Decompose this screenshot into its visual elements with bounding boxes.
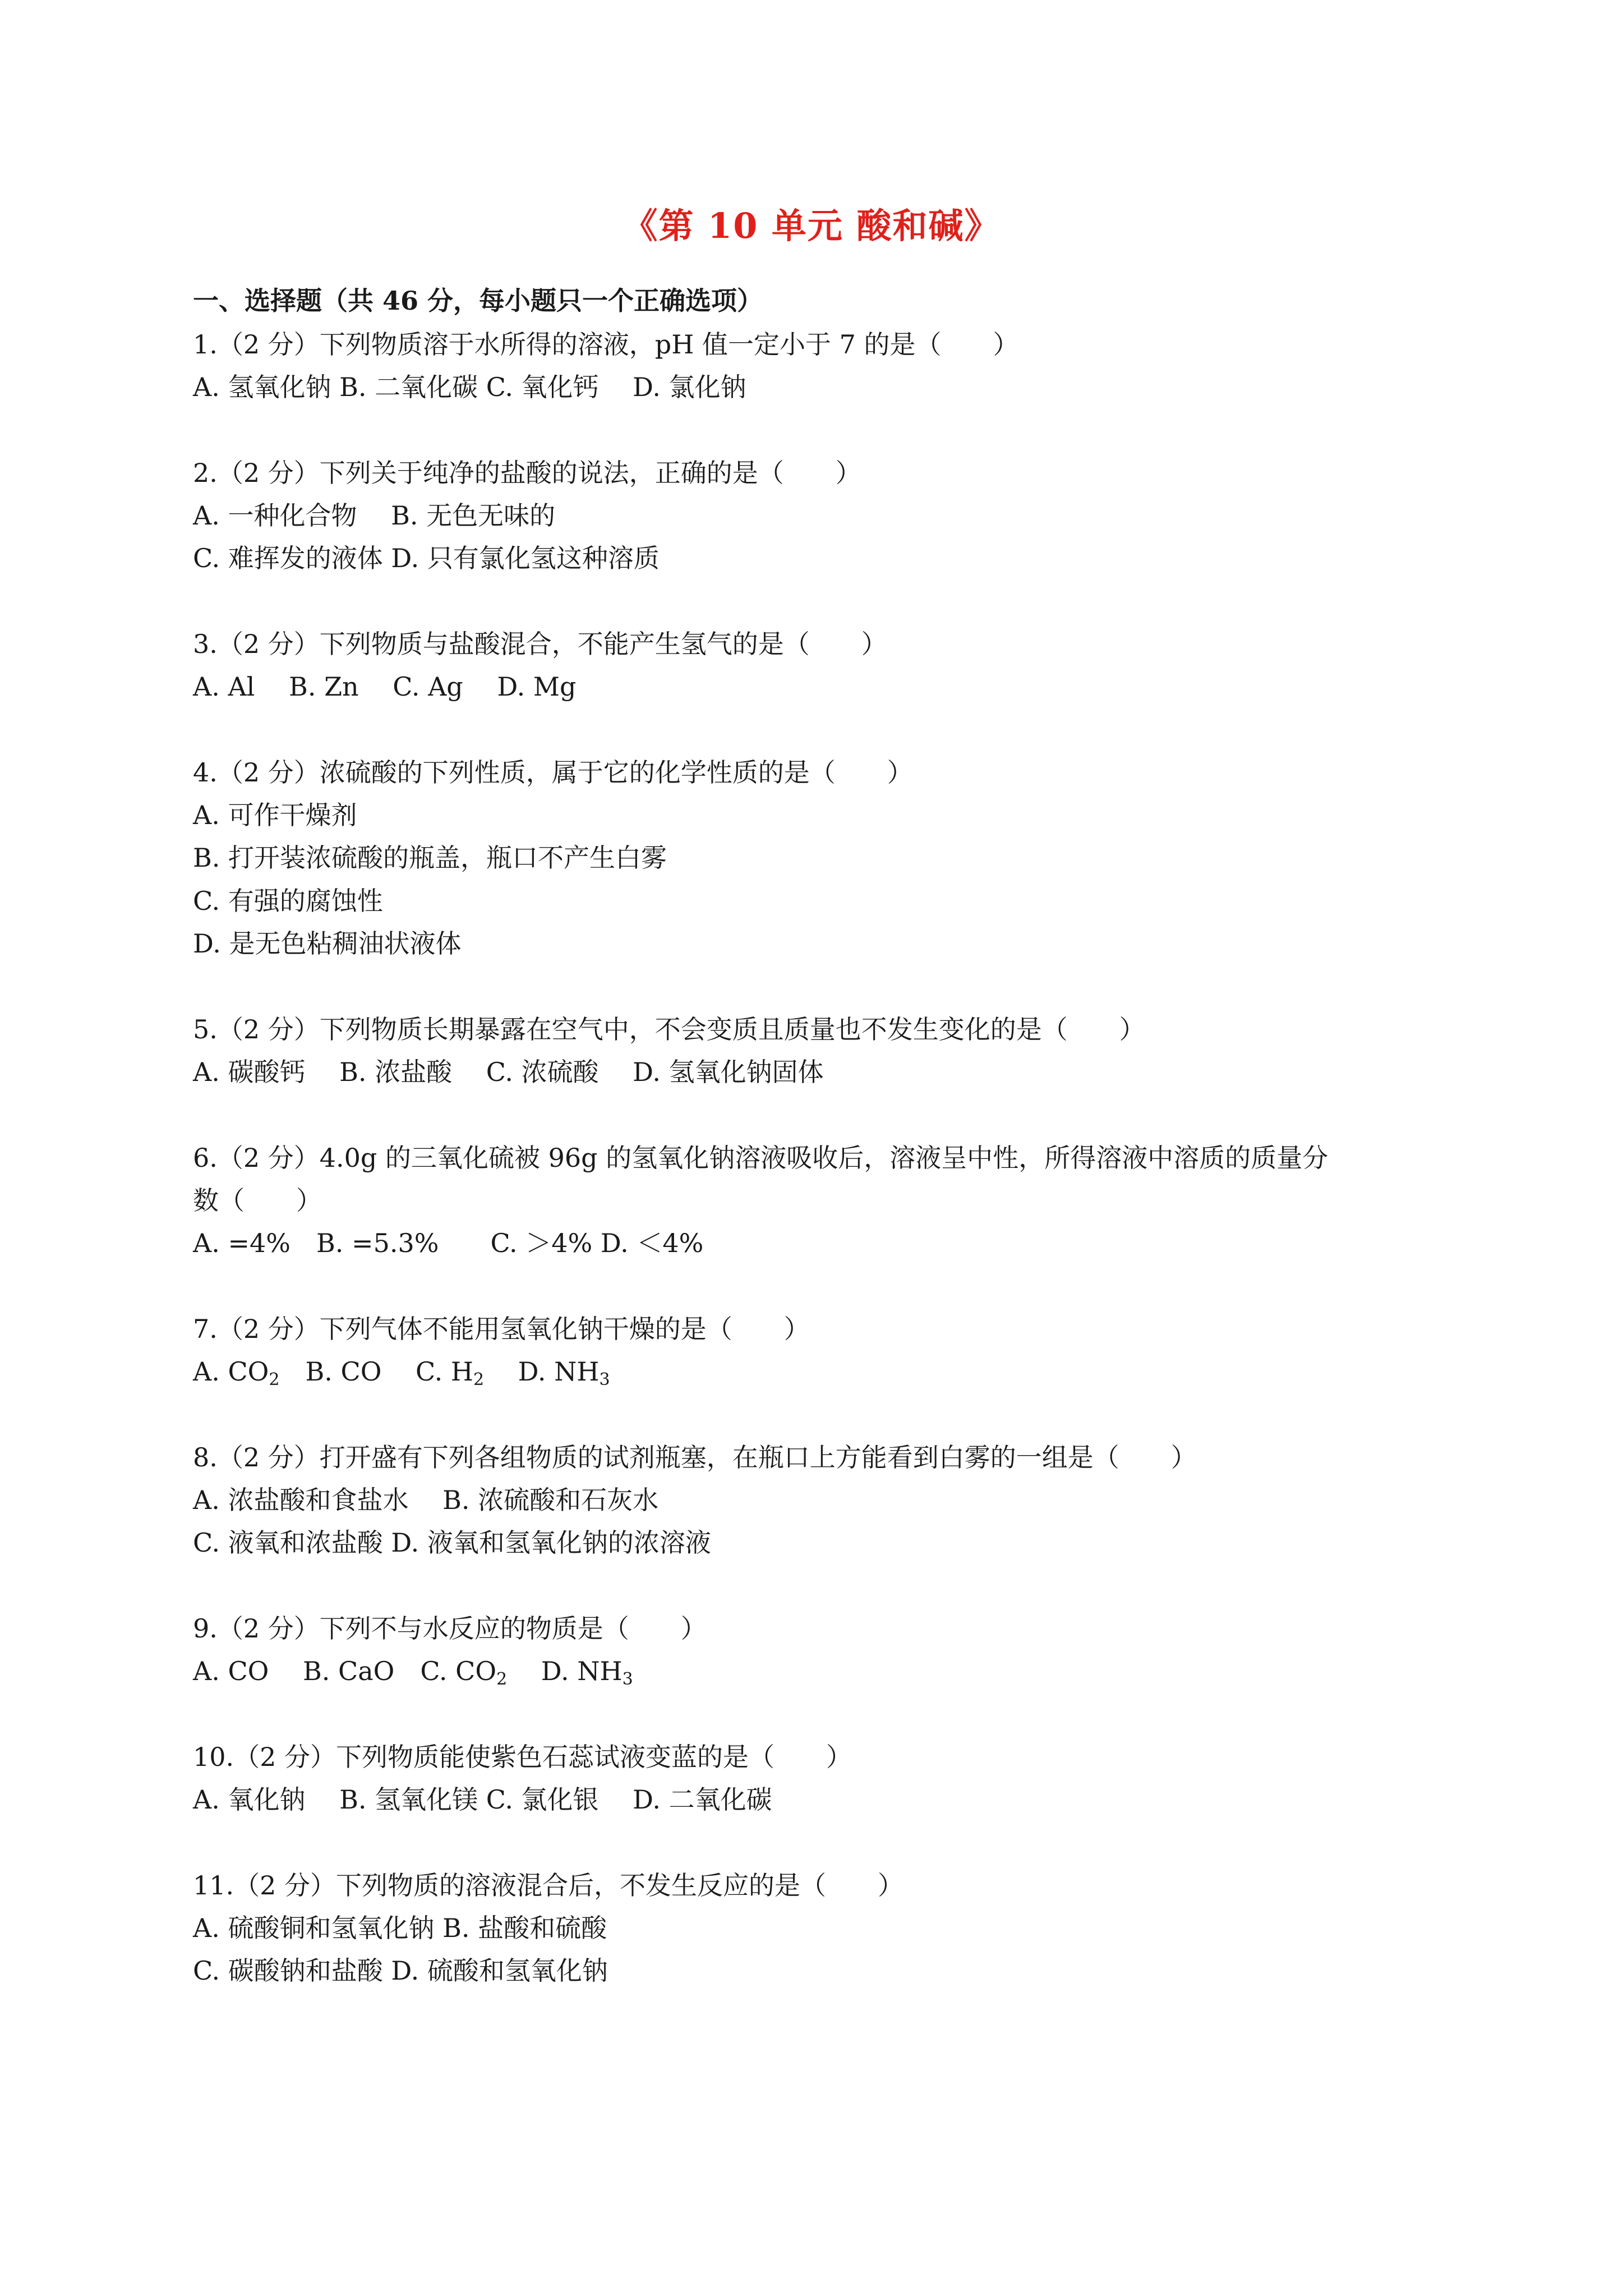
question-7-stem: 7.（2 分）下列气体不能用氢氧化钠干燥的是（ ）: [193, 1314, 810, 1344]
question-4-option-c: C. 有强的腐蚀性: [193, 886, 383, 916]
question-6-stem-continued: 数（ ）: [193, 1185, 322, 1216]
question-4-option-b: B. 打开装浓硫酸的瓶盖，瓶口不产生白雾: [193, 843, 667, 873]
question-8-options-line-1: A. 浓盐酸和食盐水 B. 浓硫酸和石灰水: [193, 1485, 659, 1515]
subscript: 3: [622, 1669, 633, 1689]
question-4-option-a: A. 可作干燥剂: [193, 800, 357, 830]
option-text: D. NH: [484, 1356, 600, 1387]
question-4-stem: 4.（2 分）浓硫酸的下列性质，属于它的化学性质的是（ ）: [193, 757, 913, 788]
question-2-options-line-2: C. 难挥发的液体 D. 只有氯化氢这种溶质: [193, 543, 660, 573]
question-5-stem: 5.（2 分）下列物质长期暴露在空气中，不会变质且质量也不发生变化的是（ ）: [193, 1014, 1145, 1045]
question-6-stem: 6.（2 分）4.0g 的三氧化硫被 96g 的氢氧化钠溶液吸收后，溶液呈中性，所得溶液中溶质的质量分: [193, 1143, 1329, 1173]
question-9-options: [193, 1656, 633, 1689]
question-3-stem: 3.（2 分）下列物质与盐酸混合，不能产生氢气的是（ ）: [193, 629, 887, 659]
page-title: 《第 10 单元 酸和碱》: [623, 205, 1000, 246]
question-11-stem: 11.（2 分）下列物质的溶液混合后，不发生反应的是（ ）: [193, 1870, 904, 1901]
subscript: 3: [599, 1370, 610, 1389]
question-1-stem: 1.（2 分）下列物质溶于水所得的溶液，pH 值一定小于 7 的是（ ）: [193, 329, 1019, 360]
section-heading: 一、选择题（共 46 分，每小题只一个正确选项）: [193, 286, 763, 316]
question-9-stem: 9.（2 分）下列不与水反应的物质是（ ）: [193, 1613, 707, 1644]
question-4-option-d: D. 是无色粘稠油状液体: [193, 928, 462, 959]
question-2-options-line-1: A. 一种化合物 B. 无色无味的: [193, 500, 556, 531]
question-6-options: A. =4% B. =5.3% C. ＞4% D. ＜4%: [193, 1228, 704, 1258]
question-10-options: A. 氧化钠 B. 氢氧化镁 C. 氯化银 D. 二氧化碳: [193, 1784, 772, 1815]
question-8-stem: 8.（2 分）打开盛有下列各组物质的试剂瓶塞，在瓶口上方能看到白雾的一组是（ ）: [193, 1442, 1197, 1473]
subscript: 2: [496, 1669, 508, 1689]
question-11-options-line-2: C. 碳酸钠和盐酸 D. 硫酸和氢氧化钠: [193, 1955, 608, 1986]
question-1-options: A. 氢氧化钠 B. 二氧化碳 C. 氧化钙 D. 氯化钠: [193, 372, 746, 402]
question-2-stem: 2.（2 分）下列关于纯净的盐酸的说法，正确的是（ ）: [193, 458, 861, 488]
question-3-options: A. Al B. Zn C. Ag D. Mg: [193, 671, 577, 702]
question-10-stem: 10.（2 分）下列物质能使紫色石蕊试液变蓝的是（ ）: [193, 1742, 852, 1772]
option-text: D. NH: [507, 1656, 623, 1686]
question-8-options-line-2: C. 液氧和浓盐酸 D. 液氧和氢氧化钠的浓溶液: [193, 1527, 711, 1558]
question-7-options: [193, 1356, 610, 1389]
question-5-options: A. 碳酸钙 B. 浓盐酸 C. 浓硫酸 D. 氢氧化钠固体: [193, 1057, 824, 1087]
option-text: A. CO: [193, 1356, 269, 1387]
subscript: 2: [269, 1370, 280, 1389]
option-text: B. CO C. H: [279, 1356, 473, 1387]
option-text: A. CO B. CaO C. CO: [193, 1656, 497, 1686]
question-11-options-line-1: A. 硫酸铜和氢氧化钠 B. 盐酸和硫酸: [193, 1913, 607, 1943]
subscript: 2: [473, 1370, 485, 1389]
